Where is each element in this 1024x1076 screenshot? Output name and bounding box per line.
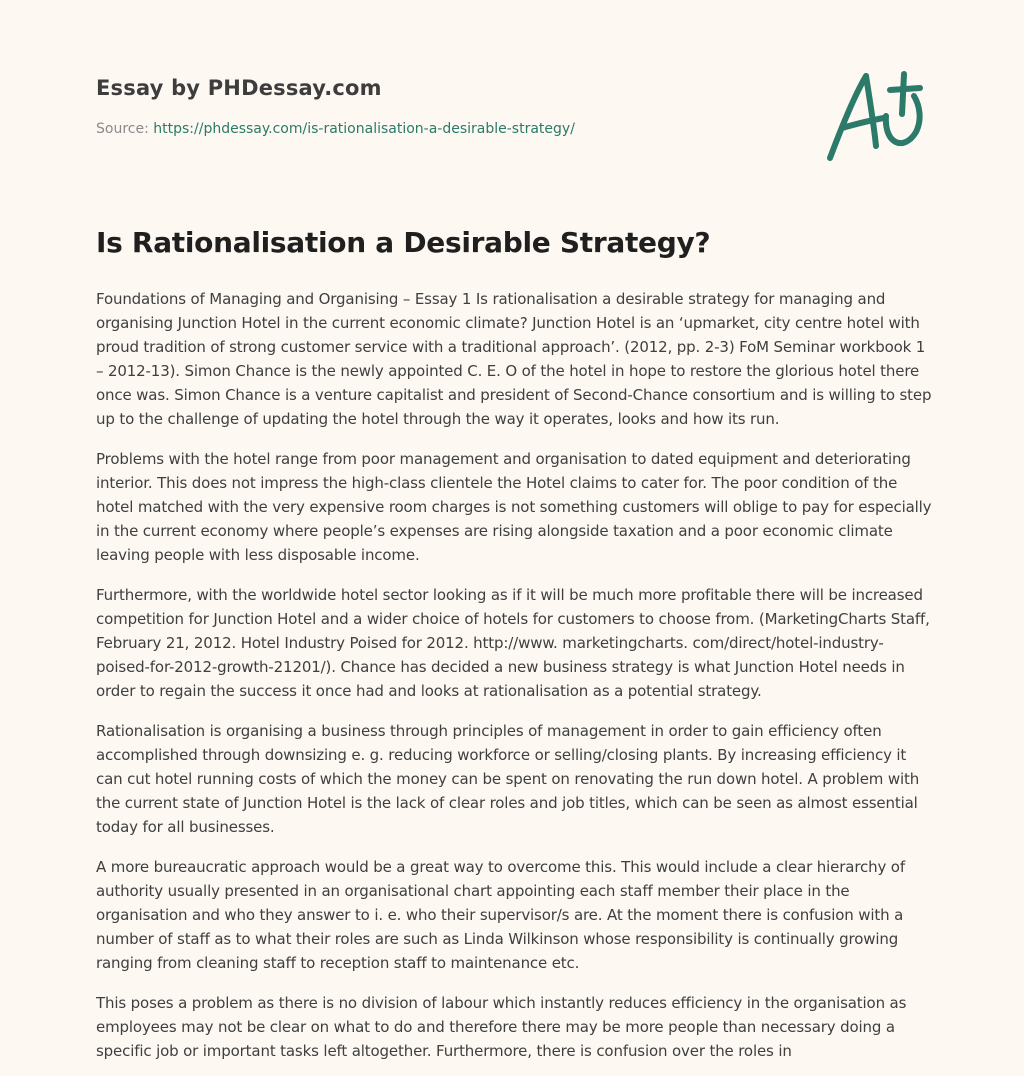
- article-paragraph: Problems with the hotel range from poor management and organisation to dated equipment and deteriorating interior. This does not impress the high-class clientele the Hotel claims to cater for. The poor condition of the hotel matched with the very expensive room charges is not something customers will oblige to pay for especially in the current economy where people’s expenses are rising alongside taxation and a poor economic climate leaving people with less disposable income.: [96, 450, 932, 564]
- source-link[interactable]: https://phdessay.com/is-rationalisation-a-desirable-strategy/: [153, 121, 575, 137]
- article-paragraph: This poses a problem as there is no division of labour which instantly reduces efficiency in the organisation as employees may not be clear on what to do and therefore there may be more people than necessary doing a specific job or important tasks left altogether. Furthermore, there is confusion over the roles in: [96, 994, 907, 1060]
- article-body: [96, 287, 932, 1076]
- site-brand: Essay by PHDessay.com: [96, 76, 382, 100]
- source-line: [96, 121, 796, 137]
- article-paragraph: Rationalisation is organising a business through principles of management in order to gain efficiency often accomplished through downsizing e. g. reducing workforce or selling/closing plants. By increasing efficiency it can cut hotel running costs of which the money can be spent on renovating the run down hotel. A problem with the current state of Junction Hotel is the lack of clear roles and job titles, which can be seen as almost essential today for all businesses.: [96, 722, 920, 836]
- article-paragraph: Furthermore, with the worldwide hotel sector looking as if it will be much more profitable there will be increased competition for Junction Hotel and a wider choice of hotels for customers to choose from. (MarketingCharts Staff, February 21, 2012. Hotel Industry Poised for 2012. http://www. marketingcharts. com/direct/hotel-industry-poised-for-2012-growth-21201/). Chance has decided a new business strategy is what Junction Hotel needs in order to regain the success it once had and looks at rationalisation as a potential strategy.: [96, 586, 930, 700]
- a-plus-logo-icon: [820, 66, 930, 166]
- source-label: Source:: [96, 121, 149, 137]
- article-paragraph: Foundations of Managing and Organising – Essay 1 Is rationalisation a desirable strategy for managing and organising Junction Hotel in the current economic climate? Junction Hotel is an ‘upmarket, city centre hotel with proud tradition of strong customer service with a traditional approach’. (2012, pp. 2-3) FoM Seminar workbook 1 – 2012-13). Simon Chance is the newly appointed C. E. O of the hotel in hope to restore the glorious hotel there once was. Simon Chance is a venture capitalist and president of Second-Chance consortium and is willing to step up to the challenge of updating the hotel through the way it operates, looks and how its run.: [96, 290, 932, 428]
- article-paragraph: A more bureaucratic approach would be a great way to overcome this. This would include a clear hierarchy of authority usually presented in an organisational chart appointing each staff member their place in the organisation and who they answer to i. e. who their supervisor/s are. At the moment there is confusion with a number of staff as to what their roles are such as Linda Wilkinson whose responsibility is continually growing ranging from cleaning staff to reception staff to maintenance etc.: [96, 858, 905, 972]
- article-title: Is Rationalisation a Desirable Strategy?: [96, 226, 711, 259]
- page-header: [96, 76, 796, 137]
